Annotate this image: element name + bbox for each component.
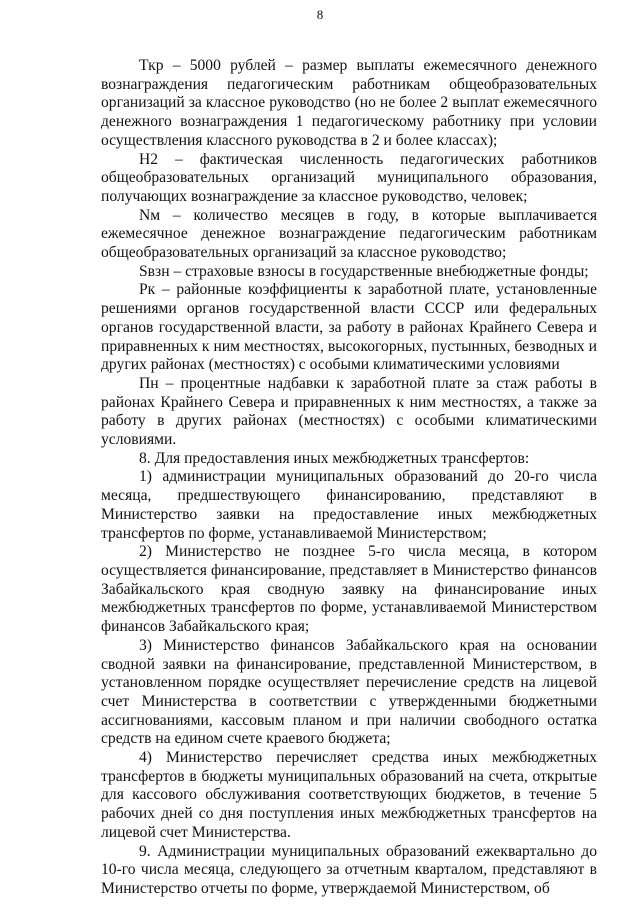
paragraph-section-8-item-3: 3) Министерство финансов Забайкальского края на основании сводной заявки на финансирование, представленной Министерством, в установленном порядке осуществляет перечисление средств на лицевой счет Министерства в соответствии с утвержденными бюджетными ассигнованиями, кассовым планом и при наличии свободного остатка средств на едином счете краевого бюджета; xyxy=(101,636,597,748)
paragraph-svzn-definition: Sвзн – страховые взносы в государственные внебюджетные фонды; xyxy=(139,262,589,280)
paragraph-pn-definition: Пн – процентные надбавки к заработной плате за стаж работы в районах Крайнего Севера и приравненных к ним местностях, а также за работу в других районах (местностях) с особыми климатическими условиями. xyxy=(101,374,597,449)
paragraph-h2-definition: Н2 – фактическая численность педагогических работников общеобразовательных организаций муниципального образования, получающих вознаграждение за классное руководство, человек; xyxy=(101,150,597,205)
paragraph-tkr-definition: Ткр – 5000 рублей – размер выплаты ежемесячного денежного вознаграждения педагогическим работникам общеобразовательных организаций за классное руководство (но не более 2 выплат ежемесячного денежного вознаграждения 1 педагогическому работнику при условии осуществления классного руководства в 2 и более классах); xyxy=(101,57,597,149)
paragraph-section-8-item-4: 4) Министерство перечисляет средства иных межбюджетных трансфертов в бюджеты муниципальных образований на счета, открытые для кассового обслуживания соответствующих бюджетов, в течение 5 рабочих дней со дня поступления иных межбюджетных трансфертов на лицевой счет Министерства. xyxy=(101,749,597,841)
document-body xyxy=(101,57,597,899)
paragraph-section-8-item-2: 2) Министерство не позднее 5-го числа месяца, в котором осуществляется финансирование, представляет в Министерство финансов Забайкальского края сводную заявку на финансирование иных межбюджетных трансфертов по форме, устанавливаемой Министерством финансов Забайкальского края; xyxy=(101,543,597,636)
paragraph-nm-definition: Nм – количество месяцев в году, в которые выплачивается ежемесячное денежное вознаграждение педагогическим работникам общеобразовательных организаций за классное руководство; xyxy=(101,206,597,262)
paragraph-section-9: 9. Администрации муниципальных образований ежеквартально до 10-го числа месяца, следующего за отчетным кварталом, представляют в Министерство отчеты по форме, утверждаемой Министерством, об xyxy=(101,842,597,897)
page-number: 8 xyxy=(316,7,324,22)
paragraph-section-8-item-1: 1) администрации муниципальных образований до 20-го числа месяца, предшествующего финансированию, представляют в Министерство заявки на предоставление иных межбюджетных трансфертов по форме, устанавливаемой Министерством; xyxy=(101,468,597,542)
paragraph-section-8-heading: 8. Для предоставления иных межбюджетных трансфертов: xyxy=(139,449,530,467)
paragraph-rk-definition: Рк – районные коэффициенты к заработной плате, установленные решениями органов государственной власти СССР или федеральных органов государственной власти, за работу в районах Крайнего Севера и приравненных к ним местностях, высокогорных, пустынных, безводных и других районах (местностях) с особыми климатическими условиями xyxy=(101,281,597,374)
